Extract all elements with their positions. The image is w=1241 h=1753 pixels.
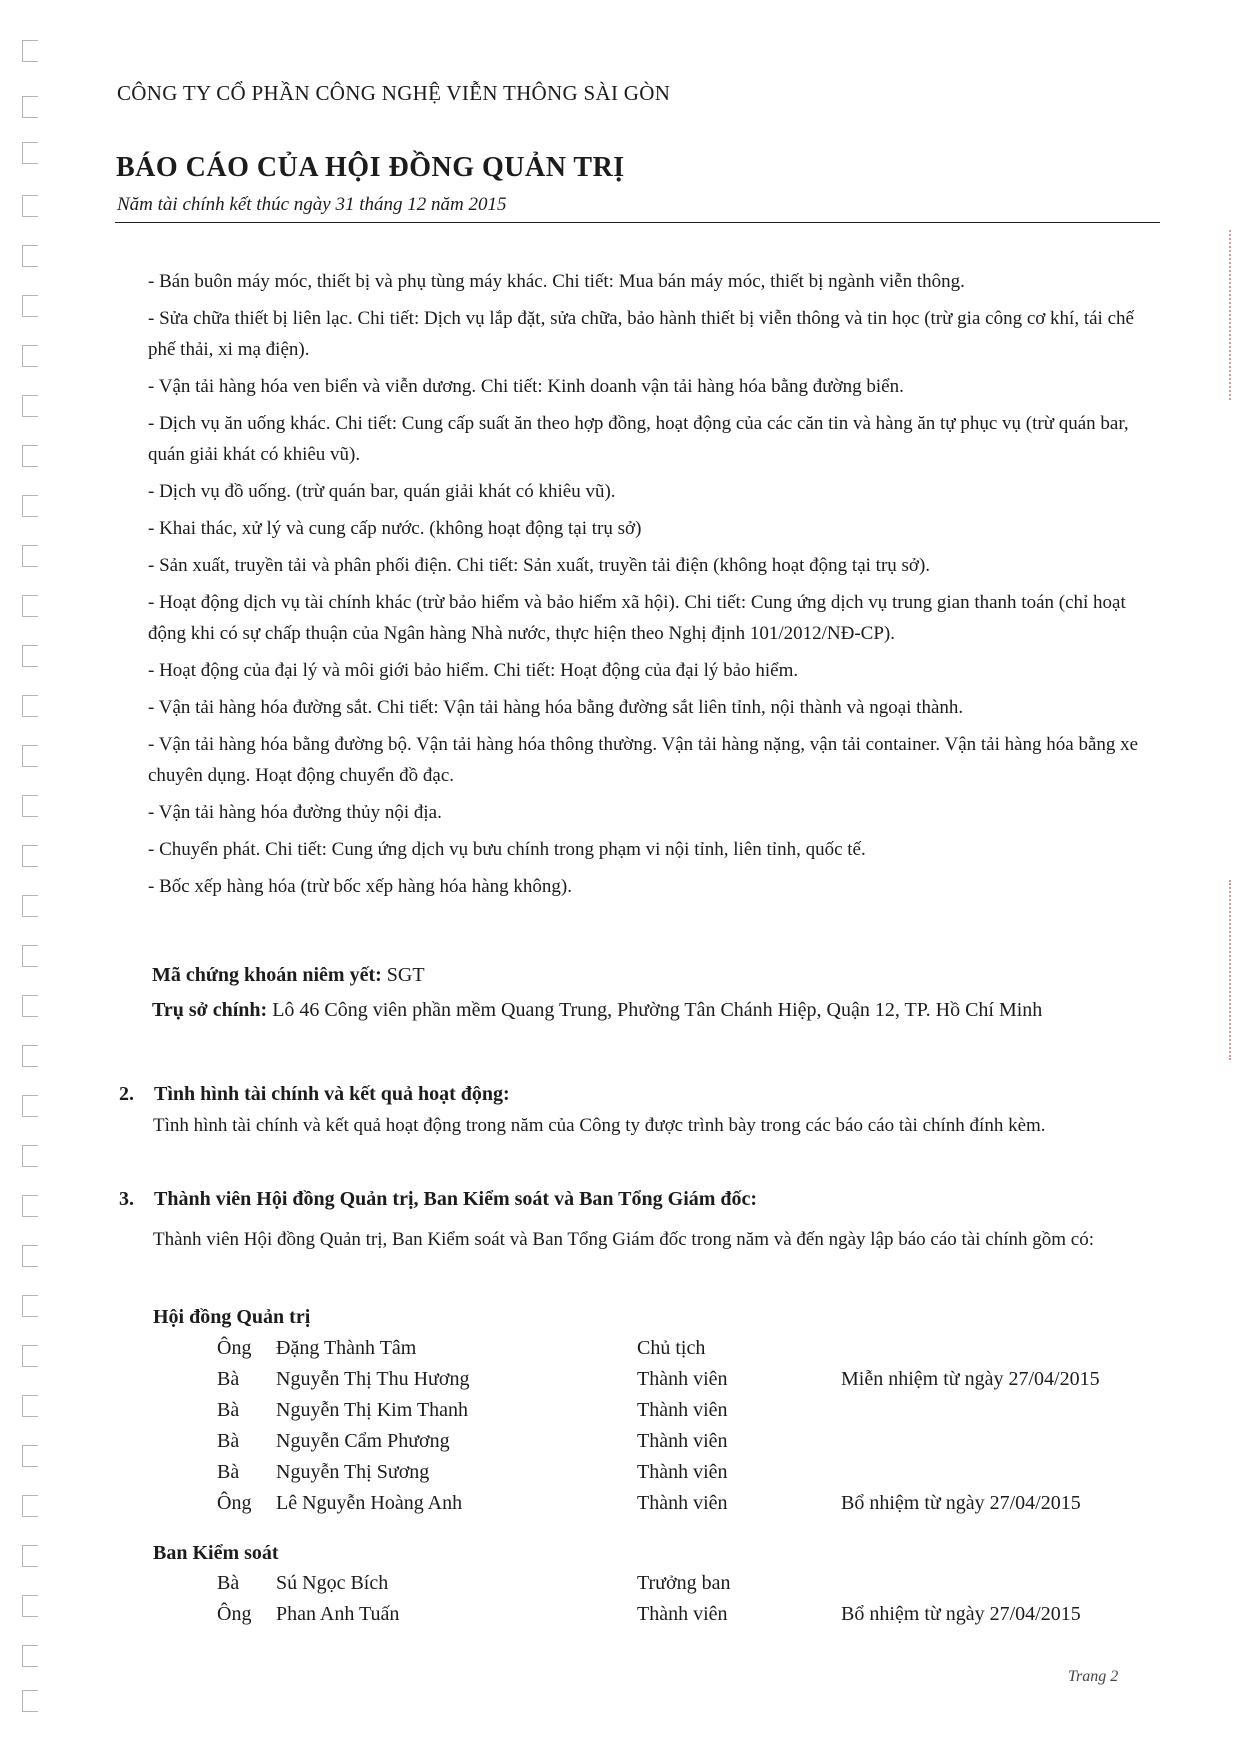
member-row [153,1368,1163,1399]
section-2-heading [119,1083,510,1106]
member-salutation: Ông [217,1337,252,1359]
activity-item: - Hoạt động dịch vụ tài chính khác (trừ bảo hiểm và bảo hiểm xã hội). Chi tiết: Cung ứng dịch vụ trung gian thanh toán (chỉ hoạt động khi có sự chấp thuận của Ngân hàng Nhà nước, thực hiện theo Nghị định 101/2012/NĐ-CP). [148,592,1126,644]
member-note: Bổ nhiệm từ ngày 27/04/2015 [841,1603,1081,1625]
activity-item: - Hoạt động của đại lý và môi giới bảo hiểm. Chi tiết: Hoạt động của đại lý bảo hiểm. [148,660,799,681]
section-number: 2. [119,1083,134,1105]
member-role: Trưởng ban [637,1572,731,1594]
member-name: Nguyễn Cẩm Phương [276,1430,450,1452]
section-number: 3. [119,1188,134,1210]
member-salutation: Bà [217,1461,240,1483]
supervisory-title: Ban Kiểm soát [153,1542,279,1564]
company-name: CÔNG TY CỔ PHẦN CÔNG NGHỆ VIỄN THÔNG SÀI GÒN [117,81,671,105]
member-note: Miễn nhiệm từ ngày 27/04/2015 [841,1368,1100,1390]
section-title: Thành viên Hội đồng Quản trị, Ban Kiểm soát và Ban Tổng Giám đốc: [154,1188,758,1210]
member-name: Phan Anh Tuấn [276,1603,400,1625]
supervisory-members [153,1572,1163,1634]
activity-item: - Sản xuất, truyền tải và phân phối điện. Chi tiết: Sản xuất, truyền tải điện (không hoạt động tại trụ sở). [148,555,931,576]
member-salutation: Bà [217,1430,240,1452]
member-role: Thành viên [637,1368,728,1390]
member-row [153,1603,1163,1634]
stock-code [152,960,1162,991]
report-title: BÁO CÁO CỦA HỘI ĐỒNG QUẢN TRỊ [116,152,625,183]
member-role: Thành viên [637,1603,728,1625]
member-name: Sú Ngọc Bích [276,1572,389,1594]
member-role: Thành viên [637,1430,728,1452]
section-3-heading [119,1188,757,1211]
activity-item: - Bốc xếp hàng hóa (trừ bốc xếp hàng hóa hàng không). [148,876,572,897]
member-row [153,1337,1163,1368]
head-office-value: Lô 46 Công viên phần mềm Quang Trung, Phường Tân Chánh Hiệp, Quận 12, TP. Hồ Chí Minh [272,999,1043,1021]
member-note: Bổ nhiệm từ ngày 27/04/2015 [841,1492,1081,1514]
member-salutation: Ông [217,1603,252,1625]
activity-item: - Dịch vụ ăn uống khác. Chi tiết: Cung cấp suất ăn theo hợp đồng, hoạt động của các căn tin và hàng ăn tự phục vụ (trừ quán bar, quán giải khát có khiêu vũ). [148,413,1129,465]
member-name: Lê Nguyễn Hoàng Anh [276,1492,463,1514]
member-salutation: Bà [217,1368,240,1390]
section-title: Tình hình tài chính và kết quả hoạt động: [154,1083,510,1105]
section-3-body: Thành viên Hội đồng Quản trị, Ban Kiểm soát và Ban Tổng Giám đốc trong năm và đến ngày lập báo cáo tài chính gồm có: [153,1229,1094,1250]
activity-item: - Vận tải hàng hóa bằng đường bộ. Vận tải hàng hóa thông thường. Vận tải hàng nặng, vận tải container. Vận tải hàng hóa bằng xe chuyên dụng. Hoạt động chuyển đồ đạc. [148,734,1139,786]
member-role: Thành viên [637,1399,728,1421]
member-name: Nguyễn Thị Sương [276,1461,430,1483]
member-name: Nguyễn Thị Kim Thanh [276,1399,469,1421]
board-title: Hội đồng Quản trị [153,1306,311,1328]
member-row [153,1492,1163,1523]
page-number: Trang 2 [1068,1668,1119,1685]
activity-item: - Sửa chữa thiết bị liên lạc. Chi tiết: Dịch vụ lắp đặt, sửa chữa, bảo hành thiết bị viễn thông và tin học (trừ gia công cơ khí, tái chế phế thải, xi mạ điện). [148,308,1134,360]
board-members [153,1337,1163,1523]
activity-item: - Dịch vụ đồ uống. (trừ quán bar, quán giải khát có khiêu vũ). [148,481,616,502]
stock-code-value: SGT [386,964,425,986]
member-role: Chủ tịch [637,1337,706,1359]
activity-item: - Vận tải hàng hóa đường sắt. Chi tiết: Vận tải hàng hóa bằng đường sắt liên tỉnh, nội thành và ngoại thành. [148,697,964,718]
activity-item: - Chuyển phát. Chi tiết: Cung ứng dịch vụ bưu chính trong phạm vi nội tỉnh, liên tỉnh, quốc tế. [148,839,866,860]
activity-item: - Vận tải hàng hóa ven biển và viễn dương. Chi tiết: Kinh doanh vận tải hàng hóa bằng đường biển. [148,376,904,397]
member-name: Đặng Thành Tâm [276,1337,417,1359]
head-office-label: Trụ sở chính: [152,999,268,1021]
header-divider [115,222,1160,223]
report-subtitle: Năm tài chính kết thúc ngày 31 tháng 12 năm 2015 [117,194,507,215]
stock-code-label: Mã chứng khoán niêm yết: [152,964,382,986]
member-name: Nguyễn Thị Thu Hương [276,1368,470,1390]
head-office [152,995,1162,1026]
member-salutation: Bà [217,1399,240,1421]
member-role: Thành viên [637,1492,728,1514]
activity-item: - Vận tải hàng hóa đường thủy nội địa. [148,802,442,823]
activity-item: - Bán buôn máy móc, thiết bị và phụ tùng máy khác. Chi tiết: Mua bán máy móc, thiết bị ngành viễn thông. [148,271,965,292]
member-role: Thành viên [637,1461,728,1483]
member-salutation: Ông [217,1492,252,1514]
member-row [153,1430,1163,1461]
member-salutation: Bà [217,1572,240,1594]
member-row [153,1399,1163,1430]
member-row [153,1461,1163,1492]
member-row [153,1572,1163,1603]
section-2-body: Tình hình tài chính và kết quả hoạt động trong năm của Công ty được trình bày trong các báo cáo tài chính đính kèm. [153,1115,1046,1136]
business-activities-list [148,266,1160,908]
activity-item: - Khai thác, xử lý và cung cấp nước. (không hoạt động tại trụ sở) [148,518,642,539]
